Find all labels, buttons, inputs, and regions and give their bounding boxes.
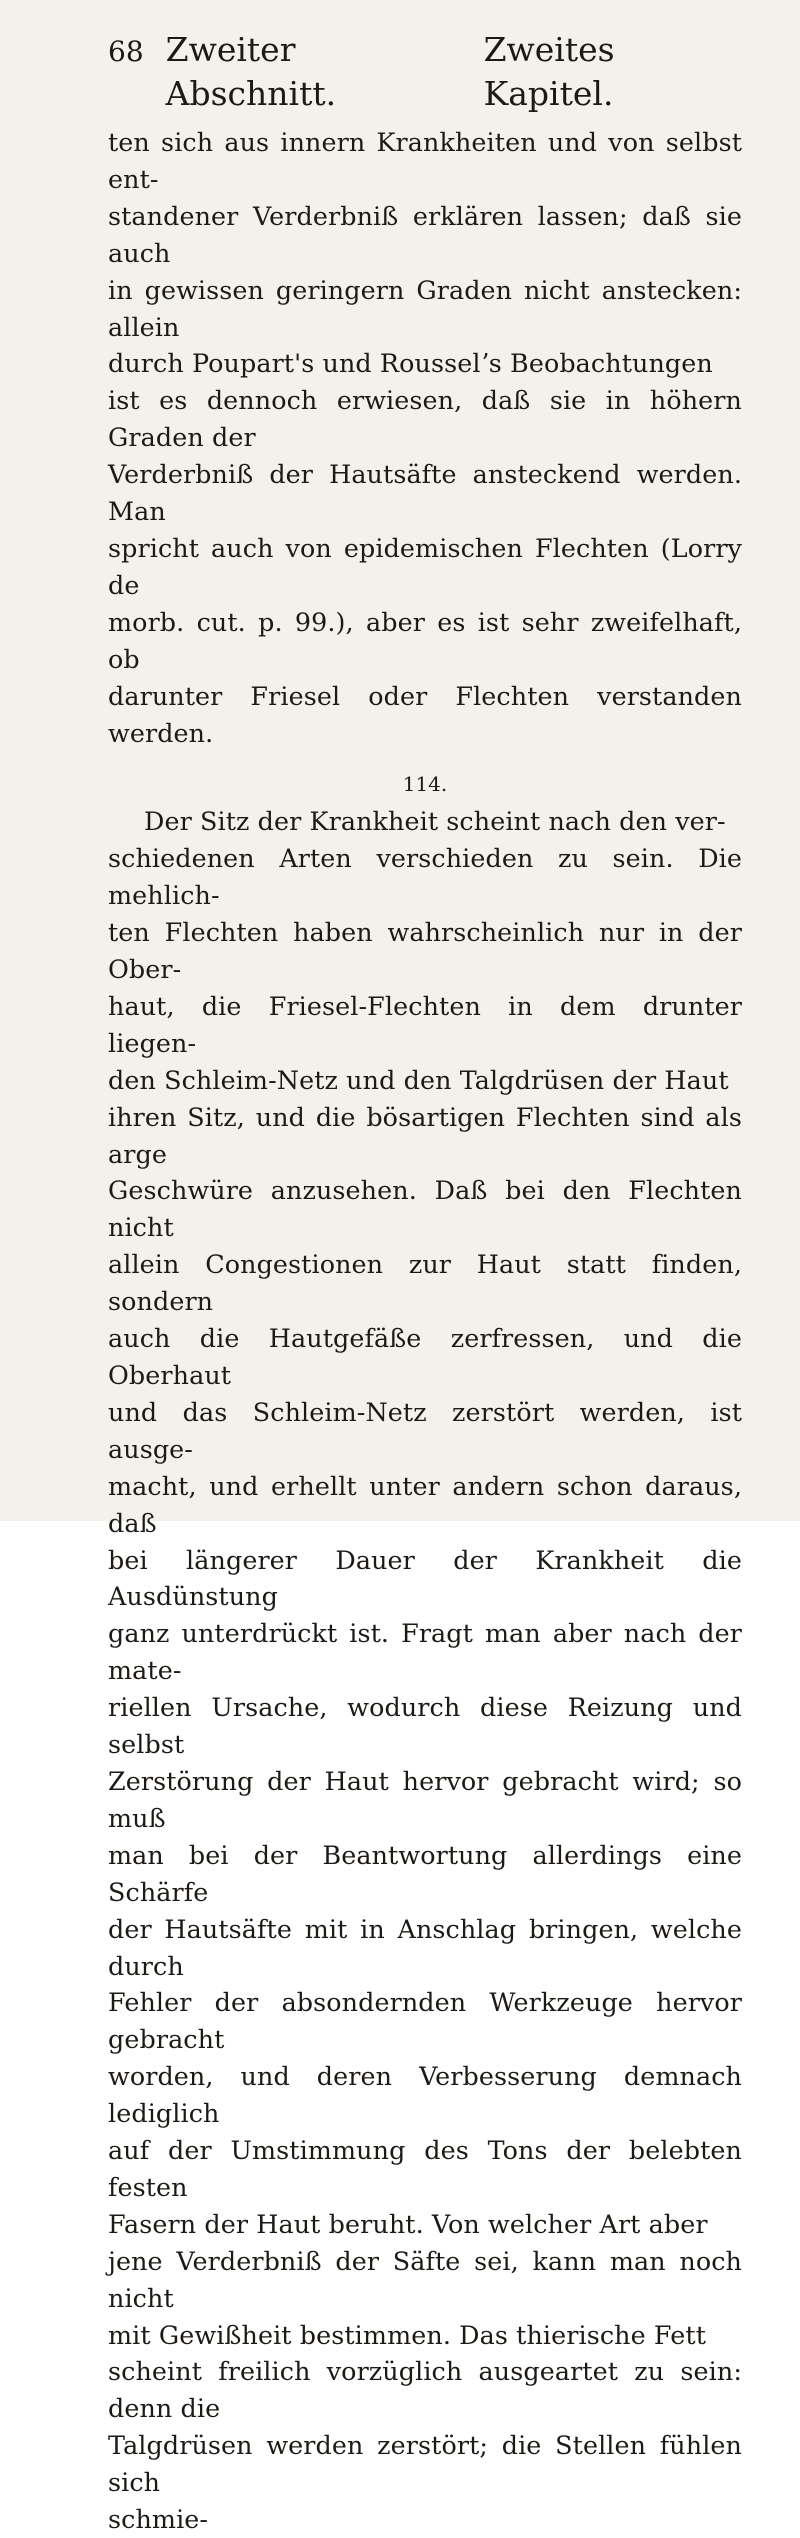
paragraph-continuation: ten sich aus innern Krankheiten und von selbst ent- standener Verderbniß erklären lassen; daß sie auch in gewissen geringern Graden nicht anstecken: allein durch Poupart's und Rousselʼs Beobachtungen ist es dennoch erwiesen, daß sie in höhern Graden der Verderbniß der Hautsäfte ansteckend werden. Man spricht auch von epidemischen Flechten (Lorry de morb. cut. p. 99.), aber es ist sehr zweifelhaft, ob darunter Friesel oder Flechten verstanden werden. bbox=[108, 127, 742, 748]
running-header bbox=[108, 28, 742, 116]
paragraph-section-114: Der Sitz der Krankheit scheint nach den ver- schiedenen Arten verschieden zu sein. Die mehlich- ten Flechten haben wahrscheinlich nur in der Ober- haut, die Friesel-Flechten in dem drunter liegen- den Schleim-Netz und den Talgdrüsen der Haut ihren Sitz, und die bösartigen Flechten sind als arge Geschwüre anzusehen. Daß bei den Flechten nicht allein Congestionen zur Haut statt finden, sondern auch die Hautgefäße zerfressen, und die Oberhaut und das Schleim-Netz zerstört werden, ist ausge- macht, und erhellt unter andern schon daraus, daß bei längerer Dauer der Krankheit die Ausdünstung ganz unterdrückt ist. Fragt man aber nach der mate- riellen Ursache, wodurch diese Reizung und selbst Zerstörung der Haut hervor gebracht wird; so muß man bei der Beantwortung allerdings eine Schärfe der Hautsäfte mit in Anschlag bringen, welche durch Fehler der absondernden Werkzeuge hervor gebracht worden, und deren Verbesserung demnach lediglich auf der Umstimmung des Tons der belebten festen Fasern der Haut beruht. Von welcher Art aber jene Verderbniß der Säfte sei, kann man noch nicht mit Gewißheit bestimmen. Das thierische Fett scheint freilich vorzüglich ausgeartet zu sein: denn die Talgdrüsen werden zerstört; die Stellen fühlen sich schmie- bbox=[108, 806, 742, 2535]
section-number: 114. bbox=[402, 772, 448, 797]
chapter-heading: Zweites Kapitel. bbox=[483, 30, 615, 113]
page-number: 68 bbox=[108, 35, 144, 68]
section-heading: Zweiter Abschnitt. bbox=[165, 30, 337, 113]
